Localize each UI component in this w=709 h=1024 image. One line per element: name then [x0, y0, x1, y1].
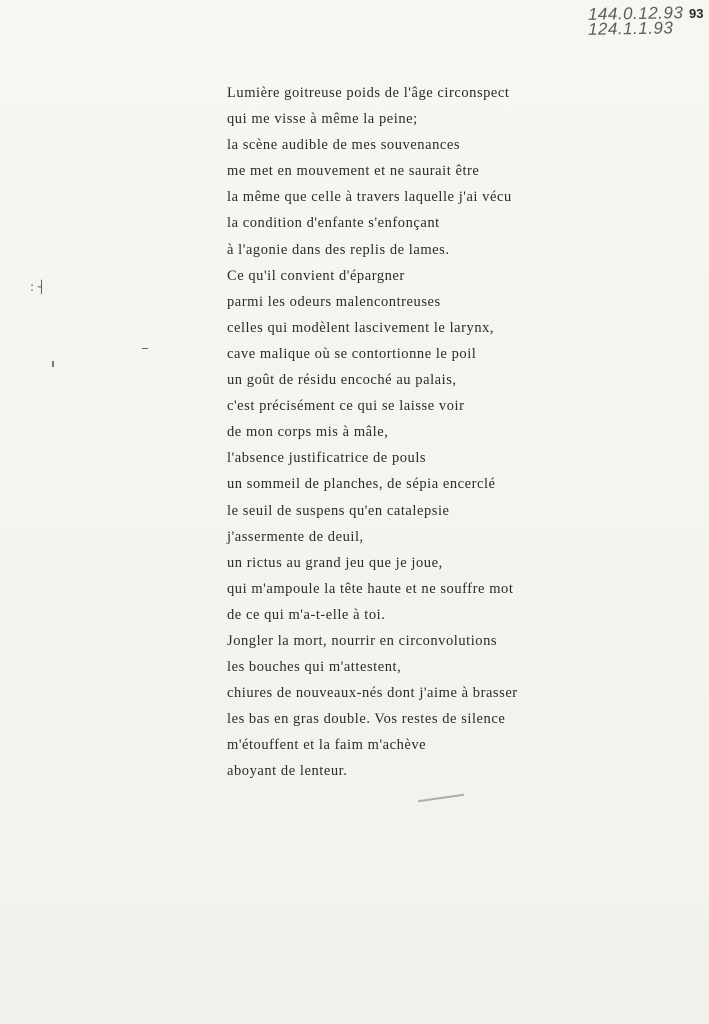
poem-body — [227, 80, 687, 785]
handwritten-reference-notes — [587, 3, 684, 39]
poem-line: celles qui modèlent lascivement le larynx, — [227, 319, 495, 336]
margin-dash-icon — [142, 348, 148, 349]
poem-line: les bas en gras double. Vos restes de silence — [227, 711, 506, 728]
poem-line: qui me visse à même la peine; — [227, 111, 418, 128]
poem-line: la condition d'enfante s'enfonçant — [227, 215, 440, 232]
poem-line: de mon corps mis à mâle, — [227, 424, 389, 441]
poem-line: l'absence justificatrice de pouls — [227, 450, 427, 467]
handwritten-note-1: 144.0.12.93 — [587, 3, 684, 24]
poem-line: un sommeil de planches, de sépia encerclé — [227, 476, 496, 493]
poem-line: qui m'ampoule la tête haute et ne souffre mot — [227, 580, 514, 597]
poem-line: la scène audible de mes souvenances — [227, 137, 461, 154]
margin-tick-icon — [52, 361, 54, 367]
poem-line: Ce qu'il convient d'épargner — [227, 267, 405, 284]
poem-line: j'assermente de deuil, — [227, 528, 364, 545]
poem-line: aboyant de lenteur. — [227, 763, 348, 780]
poem-line: un goût de résidu encoché au palais, — [227, 372, 457, 389]
poem-line: Lumière goitreuse poids de l'âge circonspect — [227, 85, 510, 101]
poem-line: chiures de nouveaux-nés dont j'aime à brasser — [227, 685, 518, 702]
poem-line: de ce qui m'a-t-elle à toi. — [227, 606, 386, 623]
poem-line: c'est précisément ce qui se laisse voir — [227, 398, 465, 415]
poem-line: la même que celle à travers laquelle j'ai vécu — [227, 189, 512, 206]
poem-line: me met en mouvement et ne saurait être — [227, 163, 480, 180]
pencil-stroke-icon — [418, 794, 464, 802]
poem-line: cave malique où se contortionne le poil — [227, 345, 477, 362]
poem-line: le seuil de suspens qu'en catalepsie — [227, 502, 450, 519]
poem-line: m'étouffent et la faim m'achève — [227, 737, 427, 754]
handwritten-note-2: 124.1.1.93 — [587, 18, 674, 39]
page-number: 93 — [689, 6, 704, 21]
poem-line: les bouches qui m'attestent, — [227, 659, 402, 676]
margin-mark-icon: : ┤ — [30, 280, 46, 294]
poem-line: parmi les odeurs malencontreuses — [227, 293, 441, 310]
poem-line: à l'agonie dans des replis de lames. — [227, 241, 450, 258]
poem-line: un rictus au grand jeu que je joue, — [227, 554, 443, 571]
poem-line: Jongler la mort, nourrir en circonvolutions — [227, 632, 498, 649]
